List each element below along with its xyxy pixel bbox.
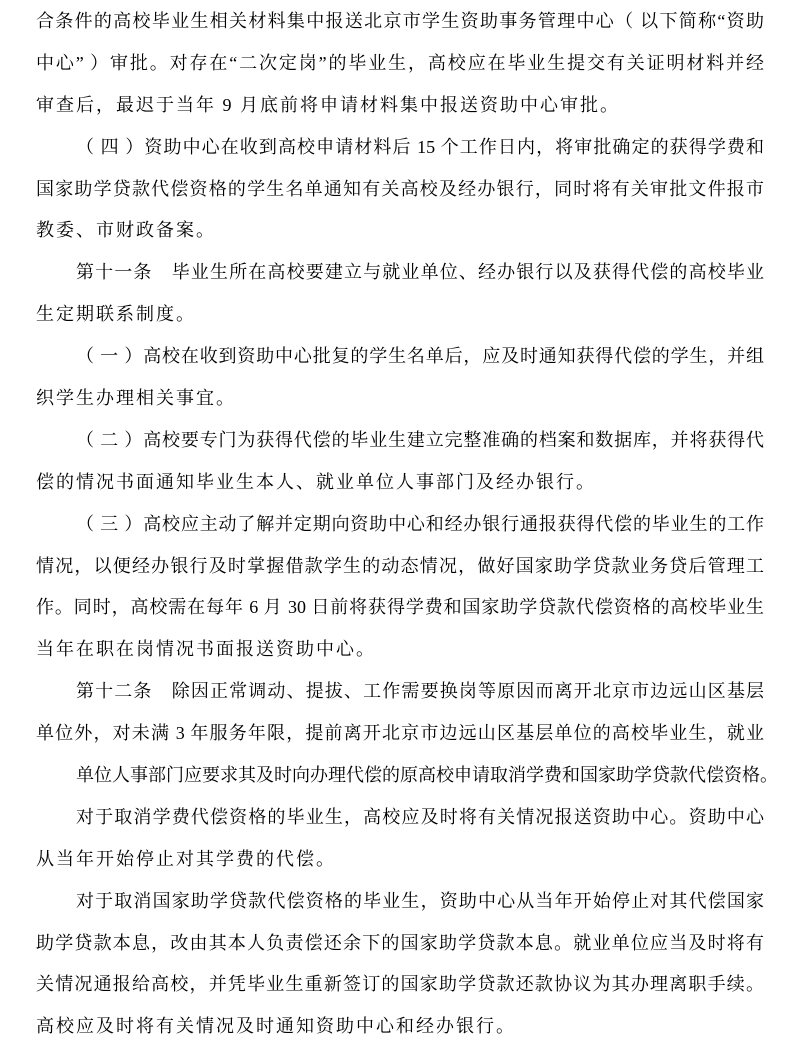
text-line: 从当年开始停止对其学费的代偿。 <box>36 848 336 869</box>
text-line: 高校应及时将有关情况及时通知资助中心和经办银行。 <box>36 1016 516 1037</box>
text-line: （ 二 ）高校要专门为获得代偿的毕业生建立完整准确的档案和数据库，并将获得代 <box>76 429 764 450</box>
text-line: （ 一 ）高校在收到资助中心批复的学生名单后，应及时通知获得代偿的学生，并组 <box>76 346 764 367</box>
text-line: 合条件的高校毕业生相关材料集中报送北京市学生资助事务管理中心（ 以下简称“资助 <box>36 11 764 31</box>
text-line: 国家助学贷款代偿资格的学生名单通知有关高校及经办银行，同时将有关审批文件报市 <box>36 178 764 199</box>
text-line: 生定期联系制度。 <box>36 304 196 325</box>
text-line: 第十二条 除因正常调动、提拔、工作需要换岗等原因而离开北京市边远山区基层 <box>76 681 764 702</box>
text-line: 对于取消国家助学贷款代偿资格的毕业生，资助中心从当年开始停止对其代偿国家 <box>76 890 764 911</box>
text-line: 审查后，最迟于当年 9 月底前将申请材料集中报送资助中心审批。 <box>36 94 620 115</box>
text-line: 单位外，对未满 3 年服务年限，提前离开北京市边远山区基层单位的高校毕业生，就业 <box>36 723 764 744</box>
text-line: 对于取消学费代偿资格的毕业生，高校应及时将有关情况报送资助中心。资助中心 <box>76 806 764 827</box>
text-line: 偿的情况书面通知毕业生本人、就业单位人事部门及经办银行。 <box>36 471 596 492</box>
text-line: 中心” ）审批。对存在“二次定岗”的毕业生，高校应在毕业生提交有关证明材料并经 <box>36 52 764 73</box>
text-line: 关情况通报给高校，并凭毕业生重新签订的国家助学贷款还款协议为其办理离职手续。 <box>36 974 764 995</box>
text-line: 当年在职在岗情况书面报送资助中心。 <box>36 639 376 660</box>
text-line: （ 三 ）高校应主动了解并定期向资助中心和经办银行通报获得代偿的毕业生的工作 <box>76 513 764 534</box>
text-line: （ 四 ）资助中心在收到高校申请材料后 15 个工作日内，将审批确定的获得学费和 <box>76 136 764 157</box>
text-line: 情况，以便经办银行及时掌握借款学生的动态情况，做好国家助学贷款业务贷后管理工 <box>36 555 764 576</box>
text-line: 织学生办理相关事宜。 <box>36 388 236 409</box>
text-line: 单位人事部门应要求其及时向办理代偿的原高校申请取消学费和国家助学贷款代偿资格。 <box>76 765 778 786</box>
text-line: 作。同时，高校需在每年 6 月 30 日前将获得学费和国家助学贷款代偿资格的高校毕业生 <box>36 597 764 618</box>
text-line: 教委、市财政备案。 <box>36 220 216 241</box>
text-line: 助学贷款本息，改由其本人负责偿还余下的国家助学贷款本息。就业单位应当及时将有 <box>36 932 764 953</box>
text-line: 第十一条 毕业生所在高校要建立与就业单位、经办银行以及获得代偿的高校毕业 <box>76 262 764 283</box>
